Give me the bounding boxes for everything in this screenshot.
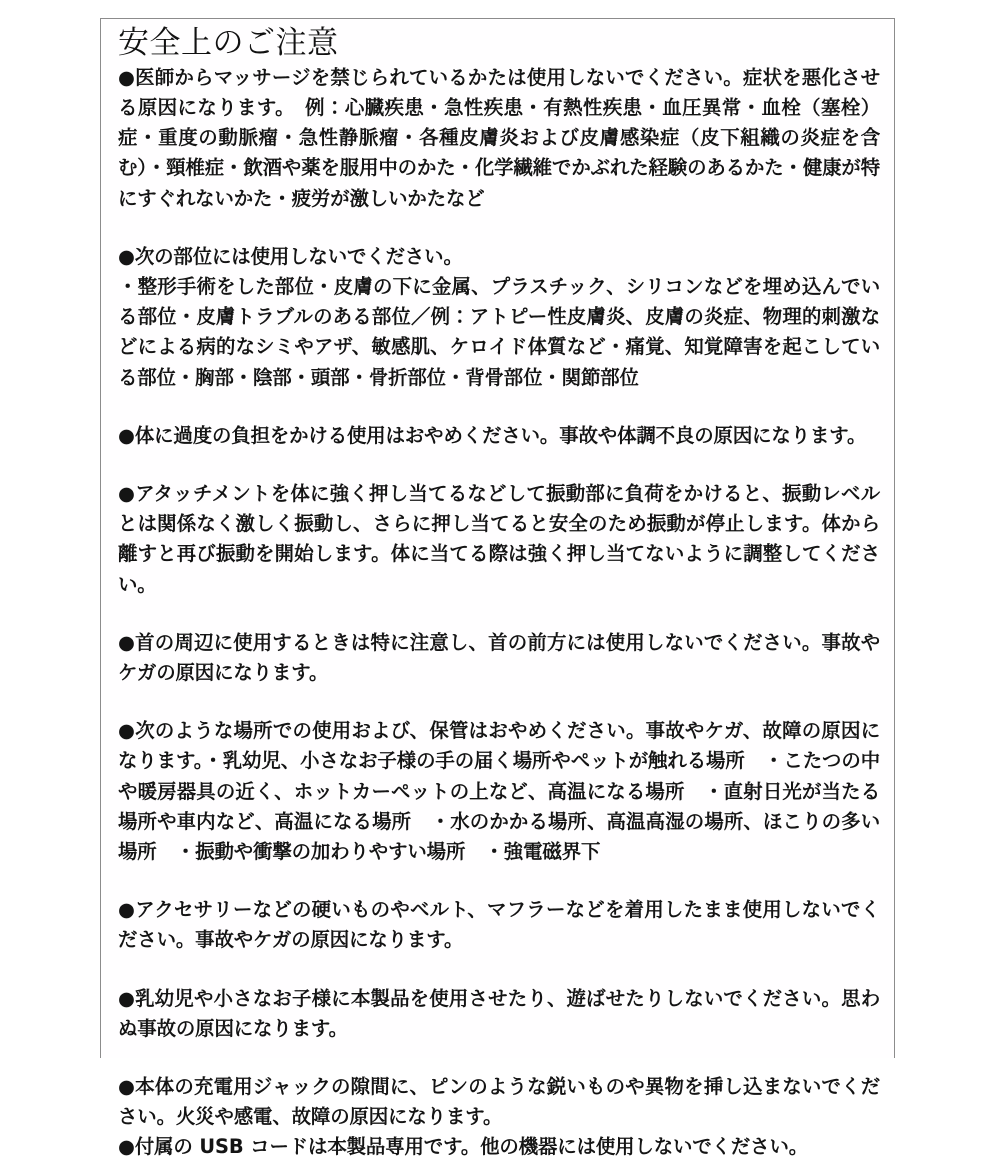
section-spacer <box>118 688 880 716</box>
section-spacer <box>118 867 880 895</box>
section-spacer <box>118 214 880 242</box>
section-spacer <box>118 393 880 421</box>
warning-paragraph-prohibited-locations: ●次のような場所での使用および、保管はおやめください。事故やケガ、故障の原因になります。・乳幼児、小さなお子様の手の届く場所やペットが触れる場所 ・こたつの中や暖房器具の近く、ホットカーペットの上など、高温になる場所 ・直射日光が当たる場所や車内など、高温になる場所 ・水のかかる場所、高温高湿の場所、ほこりの多い場所 ・振動や衝撃の加わりやすい場所 ・強電磁界下 <box>118 719 880 863</box>
warning-paragraph-charging-jack: ●本体の充電用ジャックの隙間に、ピンのような鋭いものや異物を挿し込まないでください。火災や感電、故障の原因になります。 <box>118 1075 880 1129</box>
warning-paragraph-infants-children: ●乳幼児や小さなお子様に本製品を使用させたり、遊ばせたりしないでください。思わぬ事故の原因になります。 <box>118 986 880 1040</box>
section-spacer <box>118 956 880 984</box>
warning-paragraph-usb-cord: ●付属の USB コードは本製品専用です。他の機器には使用しないでください。 <box>118 1135 809 1159</box>
section-spacer <box>118 1044 880 1072</box>
warning-list-prohibited-body-parts: ・整形手術をした部位・皮膚の下に金属、プラスチック、シリコンなどを埋め込んでいる部位・皮膚トラブルのある部位／例：アトピー性皮膚炎、皮膚の炎症、物理的刺激などによる病的なシミやアザ、敏感肌、ケロイド体質など・痛覚、知覚障害を起こしている部位・胸部・陰部・頭部・骨折部位・背骨部位・関節部位 <box>118 274 880 389</box>
warning-paragraph-attachment-pressure: ●アタッチメントを体に強く押し当てるなどして振動部に負荷をかけると、振動レベルとは関係なく激しく振動し、さらに押し当てると安全のため振動が停止します。体から離すと再び振動を開始します。体に当てる際は強く押し当てないように調整してください。 <box>118 481 880 596</box>
section-spacer <box>118 451 880 479</box>
safety-notice-document <box>118 26 880 1163</box>
section-spacer <box>118 600 880 628</box>
warning-paragraph-accessories-belts: ●アクセサリーなどの硬いものやベルト、マフラーなどを着用したまま使用しないでください。事故やケガの原因になります。 <box>118 898 880 952</box>
warning-paragraph-doctor-prohibited: ●医師からマッサージを禁じられているかたは使用しないでください。症状を悪化させる原因になります。 例：心臓疾患・急性疾患・有熱性疾患・血圧異常・血栓（塞栓）症・重度の動脈瘤・急性静脈瘤・各種皮膚炎および皮膚感染症（皮下組織の炎症を含む）・頸椎症・飲酒や薬を服用中のかた・化学繊維でかぶれた経験のあるかた・健康が特にすぐれないかた・疲労が激しいかたなど <box>118 65 880 210</box>
page-title: 安全上のご注意 <box>118 25 339 61</box>
warning-paragraph-excessive-load: ●体に過度の負担をかける使用はおやめください。事故や体調不良の原因になります。 <box>118 423 867 447</box>
warning-heading-prohibited-body-parts: ●次の部位には使用しないでください。 <box>118 244 463 268</box>
warning-paragraph-neck-caution: ●首の周辺に使用するときは特に注意し、首の前方には使用しないでください。事故やケガの原因になります。 <box>118 630 880 684</box>
